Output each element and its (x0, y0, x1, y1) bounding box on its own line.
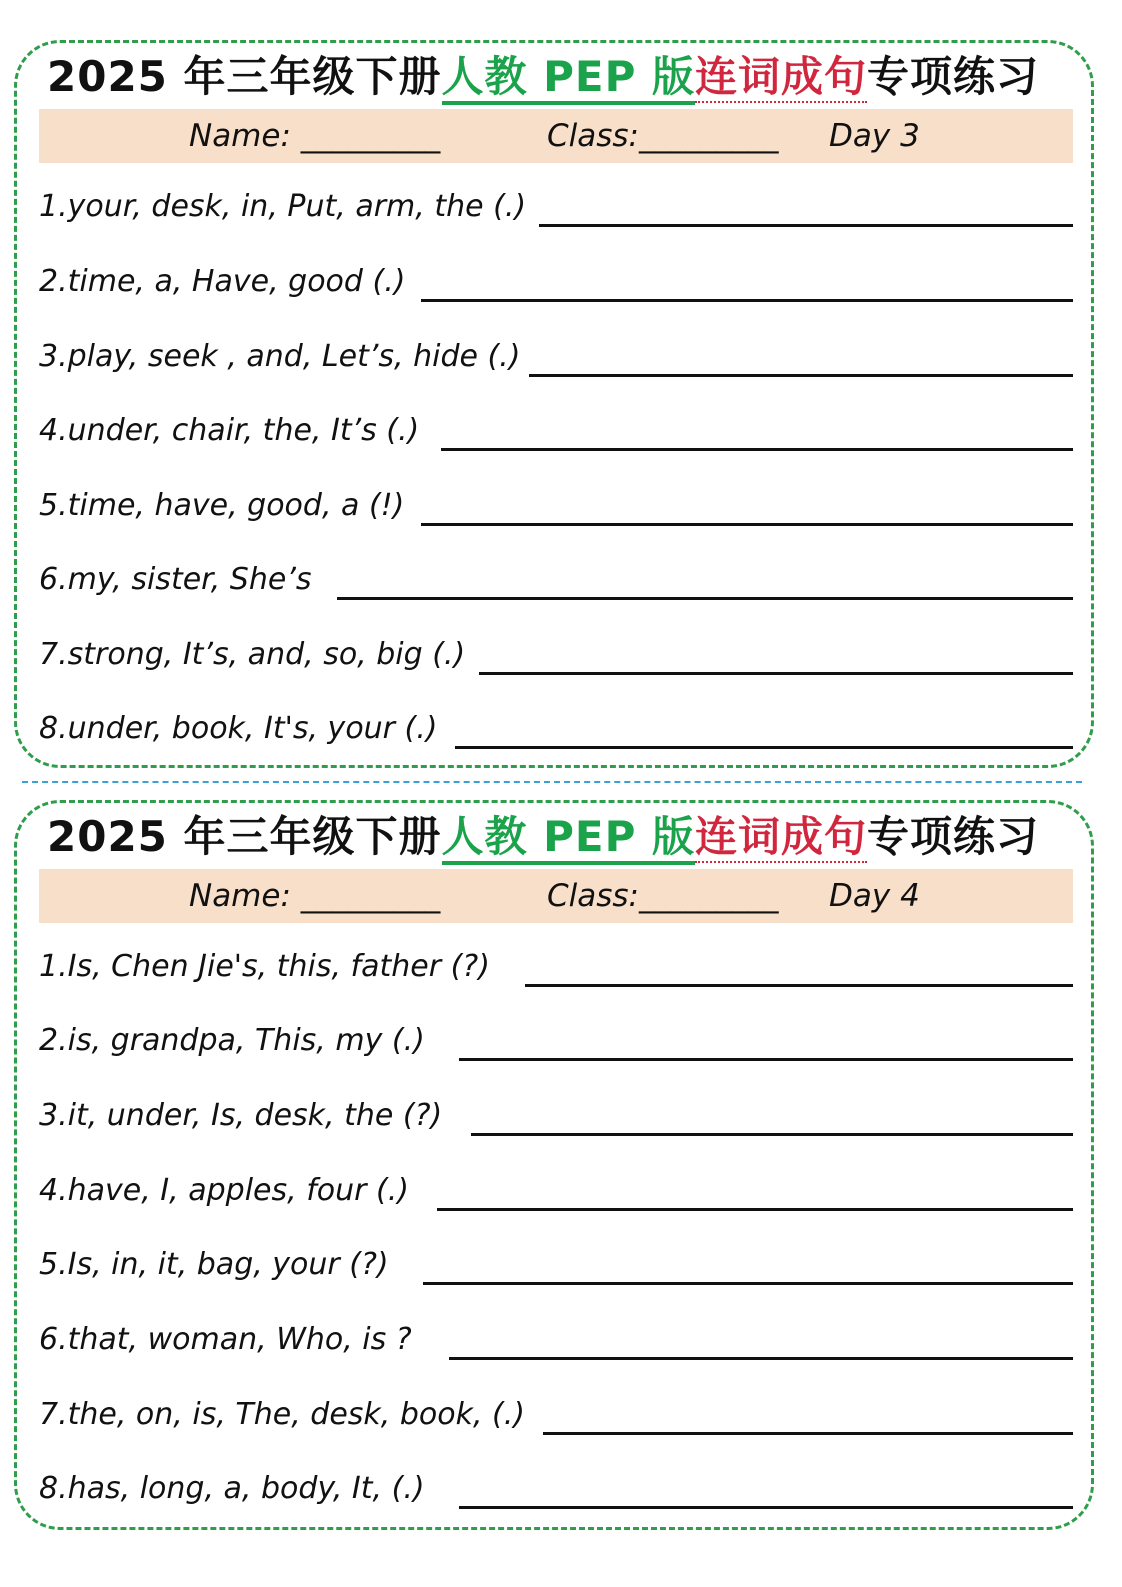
title-year-grade: 2025 年三年级下册 (47, 812, 442, 861)
question-text: 5.time, have, good, a (!) (39, 488, 405, 523)
answer-line[interactable] (421, 299, 1073, 302)
answer-line[interactable] (459, 1506, 1073, 1509)
question-item (39, 183, 1073, 231)
class-field[interactable]: Class:_________ (547, 118, 779, 154)
question-text: 2.is, grandpa, This, my (.) (39, 1023, 425, 1058)
answer-line[interactable] (423, 1282, 1073, 1285)
question-item (39, 705, 1073, 753)
question-text: 1.Is, Chen Jie's, this, father (?) (39, 949, 490, 984)
worksheet-title (47, 49, 1039, 105)
answer-line[interactable] (543, 1432, 1073, 1435)
answer-line[interactable] (441, 448, 1073, 451)
question-item (39, 482, 1073, 530)
answer-line[interactable] (529, 374, 1073, 377)
question-item (39, 1092, 1073, 1140)
question-text: 4.under, chair, the, It’s (.) (39, 413, 420, 448)
question-text: 6.my, sister, She’s (39, 562, 312, 597)
title-practice: 专项练习 (867, 52, 1040, 101)
answer-line[interactable] (539, 224, 1073, 227)
worksheet-day-3 (14, 40, 1094, 768)
question-text: 3.play, seek , and, Let’s, hide (.) (39, 339, 521, 374)
cut-line-divider (22, 781, 1082, 783)
worksheet-day-4 (14, 800, 1094, 1530)
question-item (39, 1017, 1073, 1065)
question-text: 5.Is, in, it, bag, your (?) (39, 1247, 389, 1282)
name-class-bar (39, 109, 1073, 163)
answer-line[interactable] (525, 984, 1073, 987)
title-edition: 人教 PEP 版 (442, 812, 696, 865)
title-practice: 专项练习 (867, 812, 1040, 861)
question-item (39, 1316, 1073, 1364)
name-class-bar (39, 869, 1073, 923)
answer-line[interactable] (437, 1208, 1073, 1211)
answer-line[interactable] (449, 1357, 1073, 1360)
question-item (39, 943, 1073, 991)
name-field[interactable]: Name: _________ (189, 878, 441, 914)
question-item (39, 631, 1073, 679)
answer-line[interactable] (337, 597, 1073, 600)
title-year-grade: 2025 年三年级下册 (47, 52, 442, 101)
class-field[interactable]: Class:_________ (547, 878, 779, 914)
question-item (39, 333, 1073, 381)
question-text: 8.under, book, It's, your (.) (39, 711, 438, 746)
question-text: 6.that, woman, Who, is ? (39, 1322, 412, 1357)
title-topic: 连词成句 (695, 812, 868, 861)
question-item (39, 1465, 1073, 1513)
question-item (39, 1391, 1073, 1439)
answer-line[interactable] (471, 1133, 1073, 1136)
question-text: 2.time, a, Have, good (.) (39, 264, 406, 299)
title-topic: 连词成句 (695, 52, 868, 101)
question-text: 7.the, on, is, The, desk, book, (.) (39, 1397, 525, 1432)
question-text: 7.strong, It’s, and, so, big (.) (39, 637, 466, 672)
question-text: 4.have, I, apples, four (.) (39, 1173, 409, 1208)
answer-line[interactable] (455, 746, 1073, 749)
question-item (39, 556, 1073, 604)
day-label: Day 3 (829, 118, 920, 154)
day-label: Day 4 (829, 878, 920, 914)
question-item (39, 1241, 1073, 1289)
name-field[interactable]: Name: _________ (189, 118, 441, 154)
question-text: 3.it, under, Is, desk, the (?) (39, 1098, 443, 1133)
question-item (39, 1167, 1073, 1215)
question-text: 1.your, desk, in, Put, arm, the (.) (39, 189, 527, 224)
answer-line[interactable] (479, 672, 1073, 675)
worksheet-title (47, 809, 1039, 865)
question-item (39, 407, 1073, 455)
title-edition: 人教 PEP 版 (442, 52, 696, 105)
question-item (39, 258, 1073, 306)
question-text: 8.has, long, a, body, It, (.) (39, 1471, 425, 1506)
answer-line[interactable] (459, 1058, 1073, 1061)
answer-line[interactable] (421, 523, 1073, 526)
